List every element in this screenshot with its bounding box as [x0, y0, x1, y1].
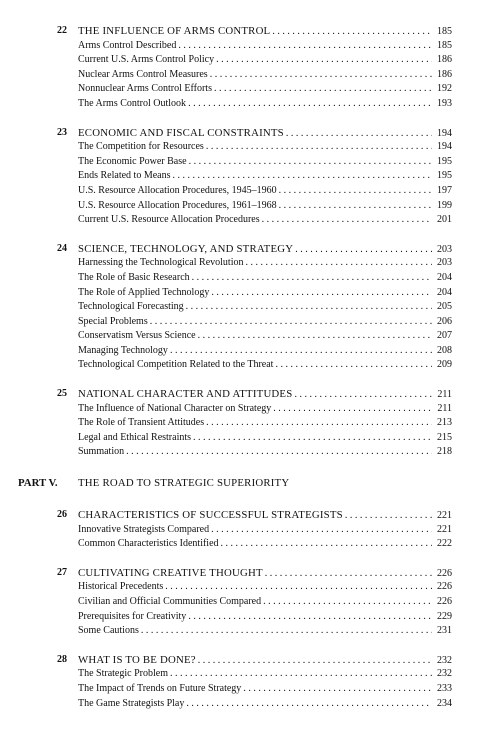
chapter-25	[0, 387, 493, 460]
chapter-heading	[0, 24, 493, 39]
dot-leader	[186, 300, 432, 315]
entry-title: Civilian and Official Communities Compared	[78, 596, 262, 607]
page-number: 226	[437, 567, 452, 579]
toc-entry	[0, 580, 493, 595]
dot-leader	[265, 567, 432, 582]
page-number: 221	[437, 510, 452, 522]
entry-title: Summation	[78, 446, 125, 458]
chapter-heading	[0, 126, 493, 141]
entry-title: Conservatism Versus Science	[78, 330, 196, 342]
page-number: 194	[437, 127, 452, 139]
page-number: 209	[437, 359, 452, 371]
toc-entry	[0, 199, 493, 214]
toc-entry	[0, 329, 493, 344]
dot-leader	[165, 580, 432, 595]
entry-title: The Influence of National Character on Strategy	[78, 402, 272, 414]
chapter-title: WHAT IS TO BE DONE?	[78, 653, 196, 666]
page-number: 203	[437, 257, 452, 269]
part-label: PART V.	[18, 477, 58, 490]
dot-leader	[206, 140, 432, 155]
chapter-title: CHARACTERISTICS OF SUCCESSFUL STRATEGISTS	[78, 509, 343, 522]
chapter-number: 26	[57, 509, 67, 521]
entry-title: Common Characteristics Identified	[78, 538, 219, 550]
toc-entry	[0, 256, 493, 271]
entry-title: Nonnuclear Arms Control Efforts	[78, 83, 212, 95]
entry-title: Nuclear Arms Control Measures	[78, 68, 208, 80]
toc-entry	[0, 155, 493, 170]
dot-leader	[198, 654, 432, 669]
toc-entry	[0, 610, 493, 625]
toc-entry	[0, 82, 493, 97]
toc-entry	[0, 595, 493, 610]
chapter-number: 27	[57, 566, 67, 578]
dot-leader	[150, 315, 432, 330]
dot-leader	[245, 256, 432, 271]
page-number: 213	[437, 417, 452, 429]
page-number: 233	[437, 682, 452, 694]
dot-leader	[198, 329, 432, 344]
page-number: 207	[437, 330, 452, 342]
entry-title: Innovative Strategists Compared	[78, 523, 210, 535]
page-number: 195	[437, 155, 452, 167]
page-number: 192	[437, 83, 452, 95]
page-number: 201	[437, 214, 452, 226]
page-number: 186	[437, 54, 452, 66]
chapter-title: CULTIVATING CREATIVE THOUGHT	[78, 566, 263, 579]
dot-leader	[193, 431, 432, 446]
toc-entry	[0, 300, 493, 315]
toc-entry	[0, 402, 493, 417]
chapter-heading	[0, 566, 493, 581]
chapter-heading	[0, 387, 493, 402]
toc-entry	[0, 667, 493, 682]
page-number: 186	[437, 68, 452, 80]
dot-leader	[216, 53, 432, 68]
chapter-26	[0, 508, 493, 552]
page-number: 221	[437, 523, 452, 535]
toc-entry	[0, 416, 493, 431]
entry-title: Managing Technology	[78, 344, 168, 356]
chapter-24	[0, 242, 493, 373]
chapter-28	[0, 653, 493, 711]
dot-leader	[210, 68, 432, 83]
entry-title: Special Problems	[78, 315, 148, 327]
chapter-number: 24	[57, 242, 67, 254]
entry-title: The Game Strategists Play	[78, 697, 185, 709]
toc-entry	[0, 624, 493, 639]
entry-title: Prerequisites for Creativity	[78, 610, 187, 622]
page-number: 185	[437, 26, 452, 37]
page-number: 203	[437, 243, 452, 255]
chapter-title: SCIENCE, TECHNOLOGY, AND STRATEGY	[78, 242, 294, 255]
dot-leader	[273, 402, 432, 417]
page-number: 208	[437, 344, 452, 356]
dot-leader	[186, 697, 432, 712]
chapter-23	[0, 126, 493, 228]
entry-title: The Role of Transient Attitudes	[78, 417, 205, 429]
page-number: 204	[437, 286, 452, 298]
dot-leader	[345, 509, 432, 524]
page-number: 206	[437, 315, 452, 327]
page-number: 218	[437, 446, 452, 458]
entry-title: Ends Related to Means	[78, 170, 171, 182]
page-number: 231	[437, 625, 452, 637]
page-number: 229	[437, 610, 452, 622]
dot-leader	[272, 25, 432, 40]
chapter-heading	[0, 653, 493, 668]
toc-entry	[0, 271, 493, 286]
entry-title: Legal and Ethical Restraints	[78, 431, 192, 443]
dot-leader	[279, 184, 432, 199]
page-number: 215	[437, 431, 452, 443]
toc-entry	[0, 39, 493, 54]
page-number: 195	[437, 170, 452, 182]
page-number: 232	[437, 668, 452, 680]
toc-entry	[0, 169, 493, 184]
dot-leader	[286, 127, 432, 142]
toc-entry	[0, 53, 493, 68]
dot-leader	[275, 358, 432, 373]
entry-title: The Role of Basic Research	[78, 271, 190, 283]
page-number: 226	[437, 596, 452, 607]
toc-entry	[0, 286, 493, 301]
entry-title: The Economic Power Base	[78, 155, 187, 167]
dot-leader	[178, 39, 432, 54]
dot-leader	[206, 416, 432, 431]
dot-leader	[294, 388, 432, 403]
toc-entry	[0, 315, 493, 330]
entry-title: Current U.S. Arms Control Policy	[78, 54, 215, 66]
page-number: 211	[437, 389, 452, 401]
page-number: 232	[437, 654, 452, 666]
part-heading	[0, 474, 493, 492]
toc-entry	[0, 431, 493, 446]
toc-entry	[0, 537, 493, 552]
chapter-27	[0, 566, 493, 639]
table-of-contents	[0, 24, 493, 725]
entry-title: The Role of Applied Technology	[78, 286, 210, 298]
dot-leader	[189, 155, 432, 170]
toc-entry	[0, 97, 493, 112]
chapter-heading	[0, 242, 493, 257]
dot-leader	[192, 271, 432, 286]
dot-leader	[188, 97, 432, 112]
entry-title: Current U.S. Resource Allocation Procedures	[78, 214, 260, 226]
page-number: 205	[437, 301, 452, 313]
page-number: 193	[437, 97, 452, 109]
page-number: 222	[437, 538, 452, 550]
dot-leader	[243, 682, 432, 697]
page-number: 226	[437, 581, 452, 593]
toc-entry	[0, 344, 493, 359]
dot-leader	[214, 82, 432, 97]
page-number: 194	[437, 141, 452, 153]
dot-leader	[170, 667, 432, 682]
toc-entry	[0, 682, 493, 697]
entry-title: The Strategic Problem	[78, 668, 168, 680]
page-number: 185	[437, 39, 452, 51]
dot-leader	[262, 213, 432, 228]
page-number: 199	[437, 199, 452, 211]
page-number: 234	[437, 697, 452, 709]
entry-title: Harnessing the Technological Revolution	[78, 257, 244, 269]
dot-leader	[211, 523, 432, 538]
dot-leader	[141, 624, 432, 639]
toc-entry	[0, 213, 493, 228]
dot-leader	[172, 169, 432, 184]
chapter-number: 25	[57, 388, 67, 400]
page-number: 197	[437, 184, 452, 196]
entry-title: Historical Precedents	[78, 581, 164, 593]
entry-title: U.S. Resource Allocation Procedures, 1945–1960	[78, 184, 277, 196]
dot-leader	[263, 595, 432, 610]
page-number: 211	[437, 402, 452, 414]
toc-entry	[0, 358, 493, 373]
toc-entry	[0, 184, 493, 199]
entry-title: The Impact of Trends on Future Strategy	[78, 682, 242, 694]
entry-title: Arms Control Described	[78, 39, 177, 51]
dot-leader	[221, 537, 432, 552]
toc-entry	[0, 523, 493, 538]
toc-entry	[0, 140, 493, 155]
toc-entry	[0, 68, 493, 83]
dot-leader	[295, 243, 432, 258]
entry-title: Some Cautions	[78, 625, 139, 637]
chapter-heading	[0, 508, 493, 523]
chapter-title: ECONOMIC AND FISCAL CONSTRAINTS	[78, 126, 284, 139]
dot-leader	[170, 344, 432, 359]
chapter-number: 23	[57, 126, 67, 138]
entry-title: Technological Forecasting	[78, 301, 184, 313]
chapter-title: NATIONAL CHARACTER AND ATTITUDES	[78, 388, 293, 401]
chapter-number: 22	[57, 25, 67, 36]
dot-leader	[279, 199, 432, 214]
chapter-22	[0, 24, 493, 112]
dot-leader	[211, 286, 432, 301]
entry-title: The Arms Control Outlook	[78, 97, 187, 109]
dot-leader	[126, 445, 432, 460]
toc-entry	[0, 697, 493, 712]
dot-leader	[188, 610, 432, 625]
toc-entry	[0, 445, 493, 460]
entry-title: Technological Competition Related to the Threat	[78, 359, 274, 371]
entry-title: The Competition for Resources	[78, 141, 204, 153]
entry-title: U.S. Resource Allocation Procedures, 1961–1968	[78, 199, 277, 211]
part-title: THE ROAD TO STRATEGIC SUPERIORITY	[78, 477, 290, 490]
chapter-title: THE INFLUENCE OF ARMS CONTROL	[78, 25, 271, 37]
chapter-number: 28	[57, 653, 67, 665]
page-number: 204	[437, 271, 452, 283]
